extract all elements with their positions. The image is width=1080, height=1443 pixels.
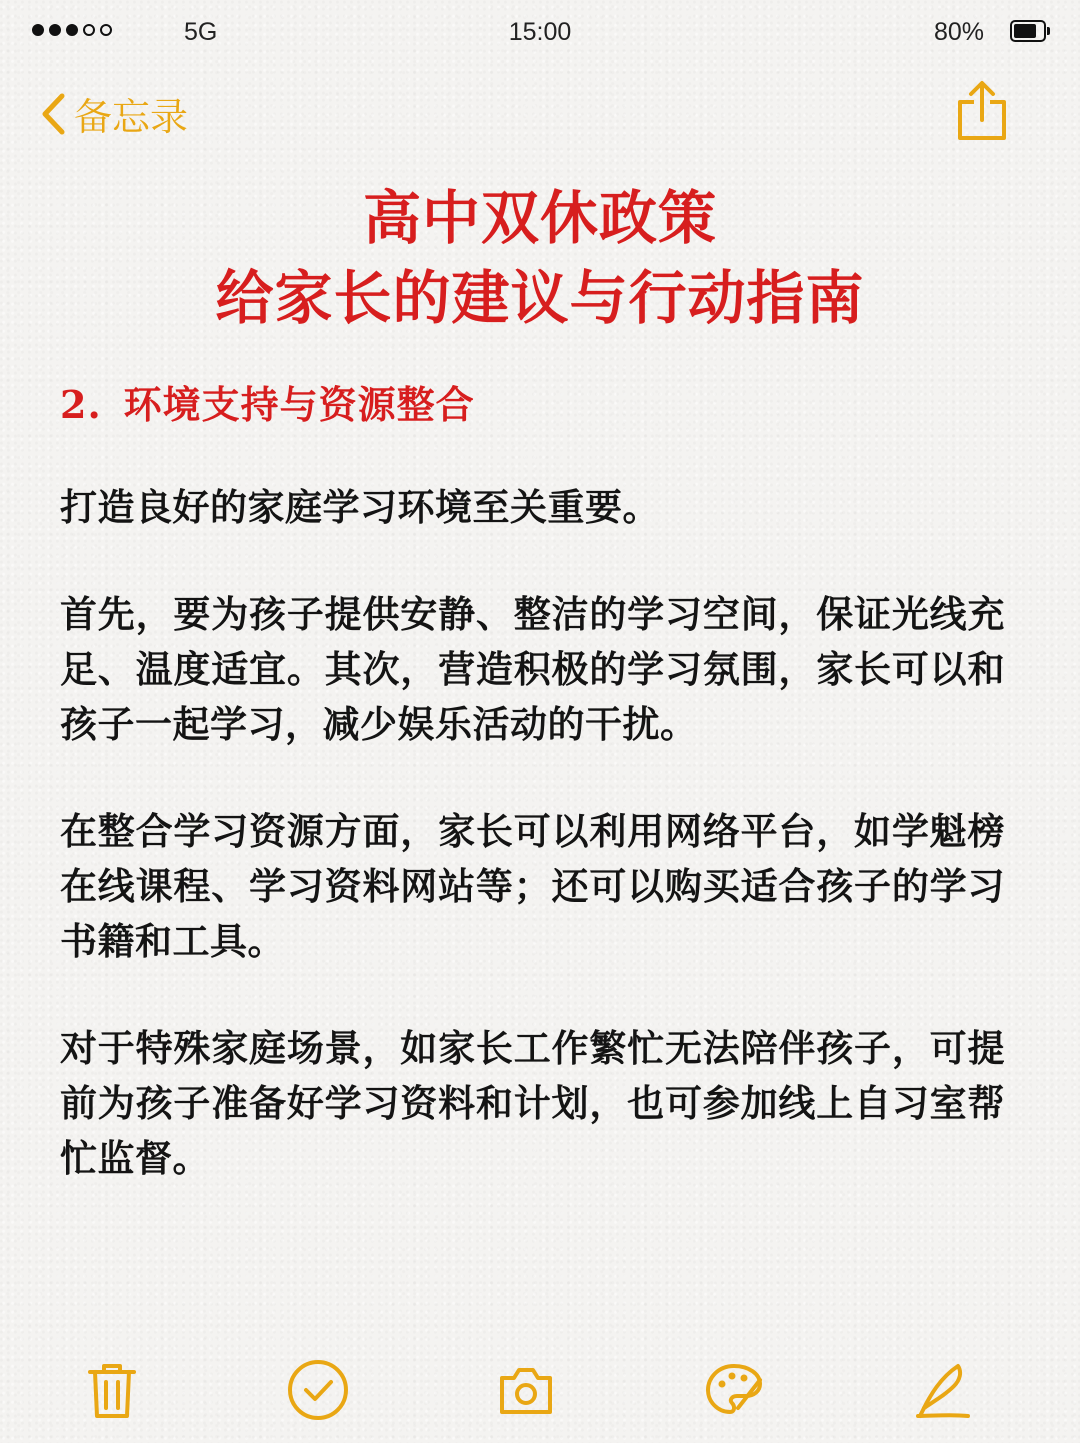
- checklist-icon: [286, 1358, 350, 1422]
- markup-button[interactable]: [702, 1358, 766, 1422]
- share-button[interactable]: [954, 80, 1010, 142]
- camera-button[interactable]: [494, 1358, 558, 1422]
- section-heading: [60, 374, 475, 429]
- back-label: 备忘录: [74, 95, 189, 139]
- bottom-toolbar: [0, 1350, 1080, 1430]
- paragraph-2: 首先，要为孩子提供安静、整洁的学习空间，保证光线充足、温度适宜。其次，营造积极的学习氛围，家长可以和孩子一起学习，减少娱乐活动的干扰。: [60, 592, 1005, 746]
- status-bar: [0, 0, 1080, 66]
- section-title: 环境支持与资源整合: [123, 382, 475, 427]
- paragraph-3: 在整合学习资源方面，家长可以利用网络平台，如学魁榜在线课程、学习资料网站等；还可以购买适合孩子的学习书籍和工具。: [60, 809, 1005, 963]
- palette-icon: [702, 1358, 766, 1422]
- status-time: 15:00: [508, 18, 572, 46]
- compose-button[interactable]: [910, 1358, 974, 1422]
- pen-icon: [910, 1358, 974, 1422]
- battery-icon: [1010, 20, 1050, 42]
- paragraph-1: 打造良好的家庭学习环境至关重要。: [60, 485, 660, 529]
- trash-icon: [80, 1358, 144, 1422]
- paragraph-4: 对于特殊家庭场景，如家长工作繁忙无法陪伴孩子，可提前为孩子准备好学习资料和计划，也可参加线上自习室帮忙监督。: [60, 1026, 1005, 1180]
- back-button[interactable]: [40, 86, 188, 141]
- nav-bar: [0, 80, 1080, 150]
- title-line-1: 高中双休政策: [362, 184, 717, 252]
- share-icon: [954, 80, 1010, 142]
- title-line-2: 给家长的建议与行动指南: [215, 264, 865, 332]
- chevron-left-icon: [40, 92, 66, 136]
- delete-button[interactable]: [80, 1358, 144, 1422]
- camera-icon: [494, 1358, 558, 1422]
- battery-percentage: 80%: [933, 18, 984, 46]
- checklist-button[interactable]: [286, 1358, 350, 1422]
- note-title: [0, 178, 1080, 338]
- note-body: [60, 480, 1005, 1238]
- battery-fill: [1014, 24, 1036, 38]
- network-type: 5G: [184, 18, 218, 46]
- section-number: 2.: [60, 382, 102, 427]
